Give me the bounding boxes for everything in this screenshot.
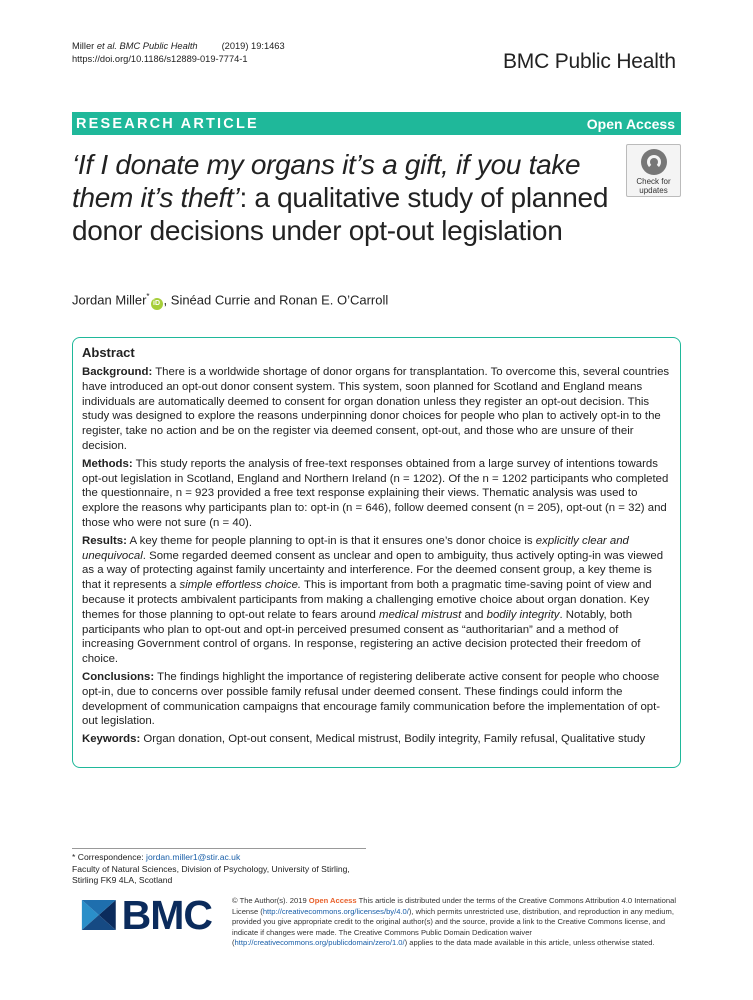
cc-zero-waiver-link[interactable]: http://creativecommons.org/publicdomain/zero/1.0/ — [234, 938, 405, 948]
footnote-divider — [72, 848, 366, 849]
header-doi-link[interactable]: https://doi.org/10.1186/s12889-019-7774-1 — [72, 54, 248, 64]
license-text-4: ) applies to the data made available in this article, unless otherwise stated. — [404, 938, 655, 948]
methods-label: Methods: — [82, 457, 133, 470]
keywords-label: Keywords: — [82, 733, 141, 746]
crossmark-line2: updates — [639, 186, 668, 195]
author-rest: , Sinéad Currie and Ronan E. O’Carroll — [163, 292, 389, 308]
results-text-1: A key theme for people planning to opt-in is that it ensures one’s donor choice is — [126, 534, 536, 547]
corresponding-mark: * — [146, 292, 150, 301]
bmc-logo-mark-icon — [80, 893, 118, 937]
check-for-updates-badge[interactable] — [626, 144, 681, 197]
cc-by-license-link[interactable]: http://creativecommons.org/licenses/by/4.0/ — [262, 906, 409, 916]
license-open-access: Open Access — [308, 896, 357, 905]
running-header — [72, 40, 285, 66]
journal-name: BMC Public Health — [503, 50, 676, 73]
author-first: Jordan Miller — [72, 292, 147, 308]
abstract-background — [82, 365, 672, 454]
abstract-keywords — [82, 732, 672, 747]
results-emphasis-3: medical mistrust — [378, 608, 462, 621]
results-text-2: . Some regarded deemed consent as unclear and open to ambiguity, thus actively opting-in was viewed as a way of protecting against family uncertainty and interference. For the deemed consent group, a key theme is that it represents a — [82, 549, 664, 592]
abstract-conclusions — [82, 670, 672, 729]
crossmark-text — [636, 177, 670, 195]
bmc-logo-word: BMC — [121, 891, 212, 938]
abstract-heading: Abstract — [82, 345, 135, 360]
correspondence-email-link[interactable]: jordan.miller1@stir.ac.uk — [146, 852, 241, 862]
title-rest: : a qualitative study of planned donor decisions under opt-out legislation — [72, 182, 609, 246]
author-list — [72, 292, 388, 310]
affiliation-line-2: Stirling FK9 4LA, Scotland — [72, 875, 173, 885]
article-banner — [72, 112, 681, 135]
bmc-logo — [80, 891, 212, 939]
title-quote: ‘If I donate my organs it’s a gift, if you take them it’s theft’ — [72, 149, 581, 213]
background-text: There is a worldwide shortage of donor organs for transplantation. To overcome this, several countries have introduced an opt-out donor consent system. This system, soon planned for Scotland and England means individuals are automatically deemed to consent for organ donation unless they register an opt-out decision. This study was designed to explore the reasons underpinning donor choices for people who plan to actively opt-in to the register, take no action and be on the register via deemed consent, opt-out, and those who are unsure of their decision. — [82, 366, 670, 452]
header-etal-journal: et al. BMC Public Health — [96, 41, 198, 51]
conclusions-text: The findings highlight the importance of registering deliberate active consent for people who choose opt-in, due to concerns over possible family refusal under deemed consent. These findings could inform the development of communication campaigns that encourage family communication before the implementation of opt-out legislation. — [82, 670, 661, 728]
abstract-methods — [82, 457, 672, 531]
header-year-volume: (2019) 19:1463 — [221, 41, 285, 51]
license-text-3: ), which permits unrestricted use, distribution, and reproduction in any medium, provided you give appropriate credit to the original author(s) and the source, provide a link to the Creative Commons license, and indicate if changes were made. The Creative Commons Public Domain Dedication waiver ( — [232, 906, 674, 948]
crossmark-icon — [641, 149, 667, 175]
license-statement — [232, 896, 684, 949]
correspondence-label: * Correspondence: — [72, 852, 147, 862]
article-title — [72, 148, 612, 247]
results-text-5: . Notably, both participants who plan to opt-out and opt-in perceived presumed consent as “authoritarian” and a method of increasing Government control of organs. In response, registering an active decision protected their freedom of choice. — [82, 608, 641, 666]
results-emphasis-2: simple effortless choice. — [179, 579, 302, 592]
results-text-4: and — [461, 608, 487, 621]
open-access-label: Open Access — [586, 115, 675, 132]
citation-line — [72, 40, 285, 53]
article-type: RESEARCH ARTICLE — [76, 115, 259, 132]
affiliation-line-1: Faculty of Natural Sciences, Division of Psychology, University of Stirling, — [72, 863, 350, 874]
conclusions-label: Conclusions: — [82, 670, 155, 683]
results-emphasis-1: explicitly clear and unequivocal — [82, 534, 629, 562]
results-label: Results: — [82, 534, 127, 547]
orcid-icon[interactable]: iD — [151, 298, 163, 310]
results-emphasis-4: bodily integrity — [486, 608, 560, 621]
keywords-text: Organ donation, Opt-out consent, Medical mistrust, Bodily integrity, Family refusal, Qualitative study — [140, 733, 646, 746]
license-text-2: This article is distributed under the terms of the Creative Commons Attribution 4.0 International License ( — [232, 896, 677, 916]
abstract-box — [72, 337, 681, 768]
methods-text: This study reports the analysis of free-text responses obtained from a large survey of intentions towards opt-out legislation in Scotland, England and Northern Ireland (n = 1202). Of the n = 1202 participants who completed the questionnaire, n = 923 provided a free text response explaining their views. Thematic analysis was used to explore the reasons why participants plan to: opt-in (n = 646), follow deemed consent (n = 205), opt-out (n = 32) and those who were not sure (n = 40). — [82, 457, 669, 529]
header-author: Miller — [72, 41, 95, 51]
abstract-results — [82, 534, 672, 667]
license-text-1: © The Author(s). 2019 — [232, 896, 309, 905]
crossmark-line1: Check for — [636, 177, 671, 186]
correspondence-footnote — [72, 852, 350, 887]
background-label: Background: — [82, 366, 153, 378]
results-text-3: This is important from both a pragmatic time-saving point of view and because it protects ambivalent participants from making a challenging emotive choice about organ donation. Key themes for those planning to opt-out relate to fears around — [82, 579, 652, 621]
